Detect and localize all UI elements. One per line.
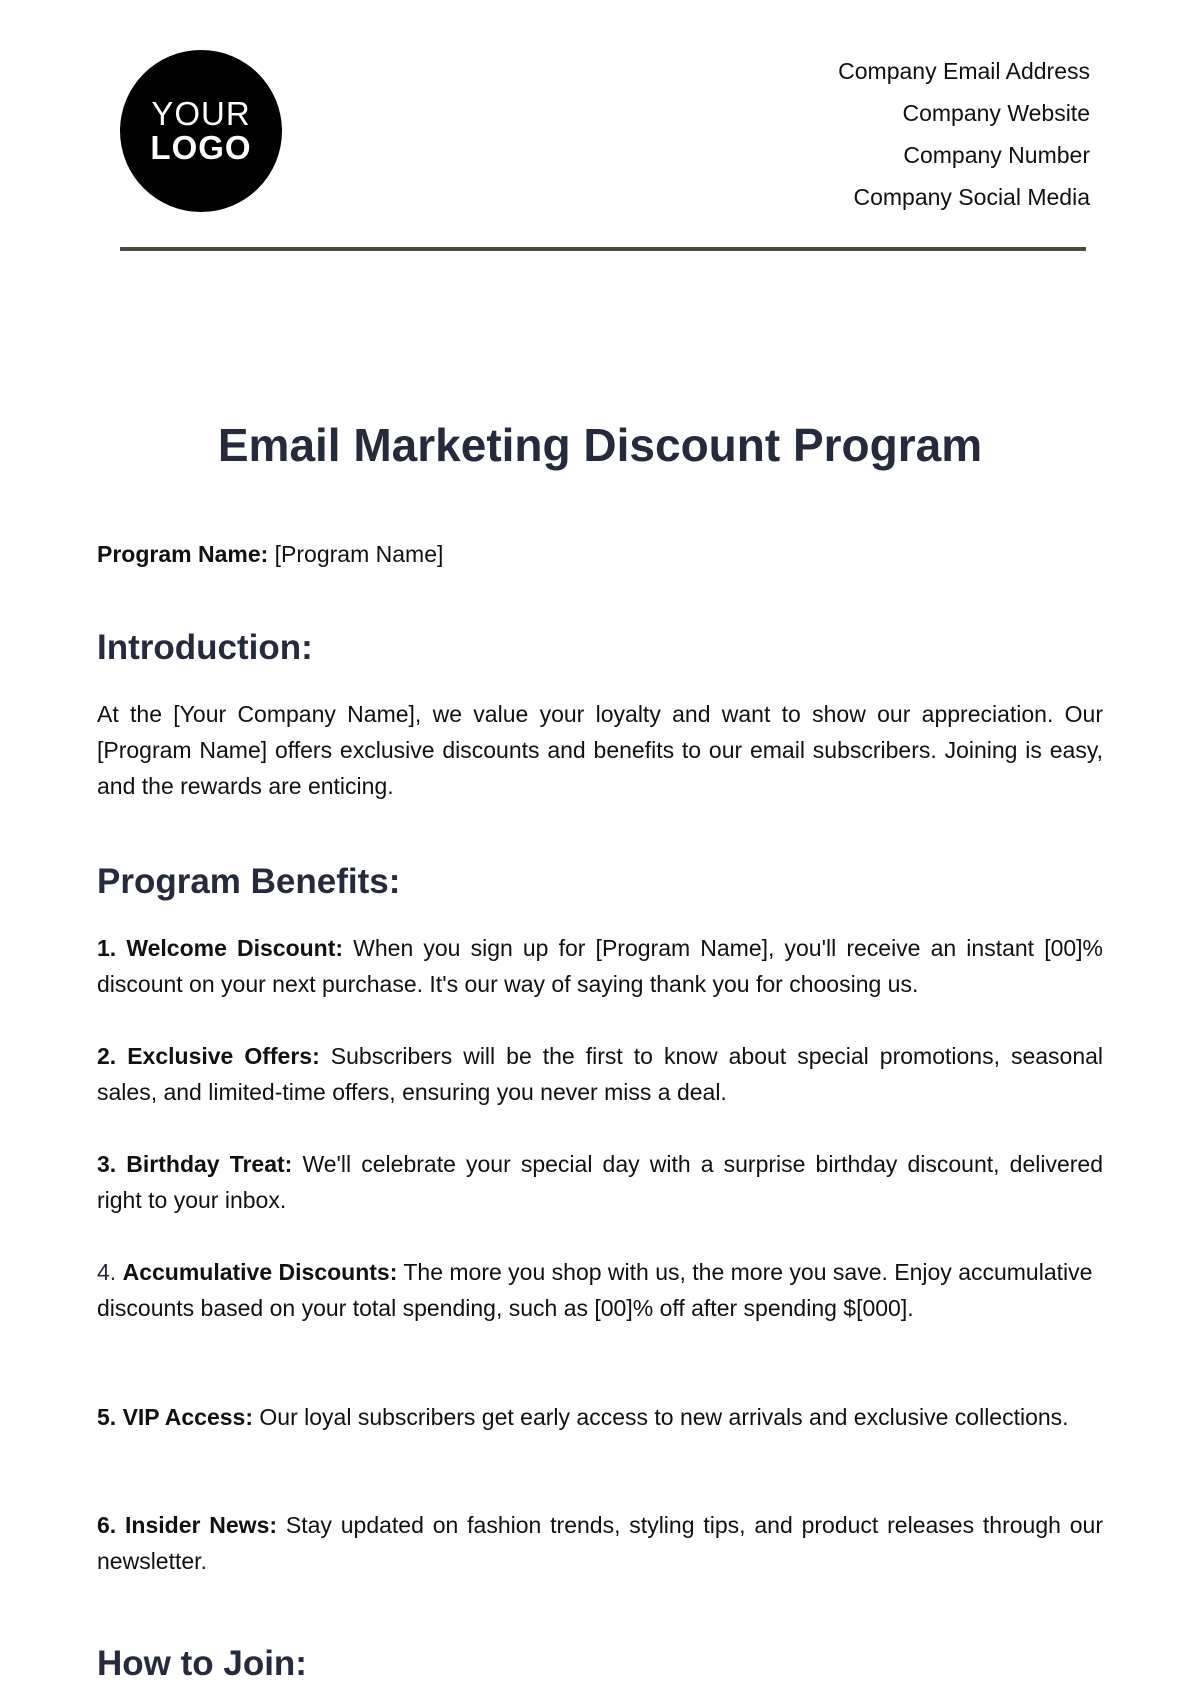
benefit-item-6 xyxy=(97,1507,1103,1579)
company-email: Company Email Address xyxy=(838,58,1090,84)
benefit-text: Subscribers will be the first to know about special promotions, seasonal sales, and limited-time offers, ensuring you never miss a deal. xyxy=(97,1043,1104,1105)
logo-text-line2: LOGO xyxy=(150,129,252,166)
document-title: Email Marketing Discount Program xyxy=(217,419,983,471)
benefit-item-5 xyxy=(97,1399,1103,1435)
benefit-item-3 xyxy=(97,1146,1103,1218)
benefit-number: 4. xyxy=(97,1259,117,1285)
program-name-value: [Program Name] xyxy=(274,541,444,567)
company-website: Company Website xyxy=(902,100,1090,126)
benefit-text: We'll celebrate your special day with a surprise birthday discount, delivered right to your inbox. xyxy=(97,1151,1103,1213)
benefit-number: 6. xyxy=(97,1512,117,1538)
program-name-label: Program Name: xyxy=(97,541,269,567)
introduction-heading: Introduction: xyxy=(97,628,313,667)
benefit-label: Insider News: xyxy=(125,1512,278,1538)
benefit-label: Accumulative Discounts: xyxy=(122,1259,398,1285)
benefit-text: When you sign up for [Program Name], you'll receive an instant [00]% discount on your next purchase. It's our way of saying thank you for choosing us. xyxy=(97,935,1104,997)
logo-text-line1: YOUR xyxy=(151,95,251,132)
benefit-number: 2. xyxy=(97,1043,117,1069)
benefit-item-4 xyxy=(97,1254,1103,1326)
benefit-number: 3. xyxy=(97,1151,117,1177)
company-number: Company Number xyxy=(903,142,1090,168)
benefit-label: VIP Access: xyxy=(122,1404,253,1430)
benefit-label: Birthday Treat: xyxy=(126,1151,293,1177)
benefit-label: Welcome Discount: xyxy=(126,935,344,961)
how-to-join-heading: How to Join: xyxy=(97,1644,307,1683)
company-logo xyxy=(120,50,282,212)
benefit-text: Stay updated on fashion trends, styling tips, and product releases through our newsletter. xyxy=(97,1512,1103,1574)
benefit-text: The more you shop with us, the more you save. Enjoy accumulative discounts based on your total spending, such as [00]% off after spending $[000]. xyxy=(97,1259,1093,1321)
program-name-line xyxy=(97,536,443,572)
benefit-number: 1. xyxy=(97,935,117,961)
header-divider xyxy=(120,247,1086,251)
benefit-label: Exclusive Offers: xyxy=(127,1043,320,1069)
company-contact-block xyxy=(838,50,1090,218)
benefit-number: 5. xyxy=(97,1404,117,1430)
benefits-heading: Program Benefits: xyxy=(97,862,401,901)
benefit-item-2 xyxy=(97,1038,1103,1110)
introduction-text: At the [Your Company Name], we value your loyalty and want to show our appreciation. Our [Program Name] offers exclusive discounts and benefits to our email subscribers. Joining is easy, and the rewards are enticing. xyxy=(97,701,1103,799)
company-social-media: Company Social Media xyxy=(853,184,1090,210)
benefit-item-1 xyxy=(97,930,1103,1002)
benefit-text: Our loyal subscribers get early access to new arrivals and exclusive collections. xyxy=(259,1404,1069,1430)
